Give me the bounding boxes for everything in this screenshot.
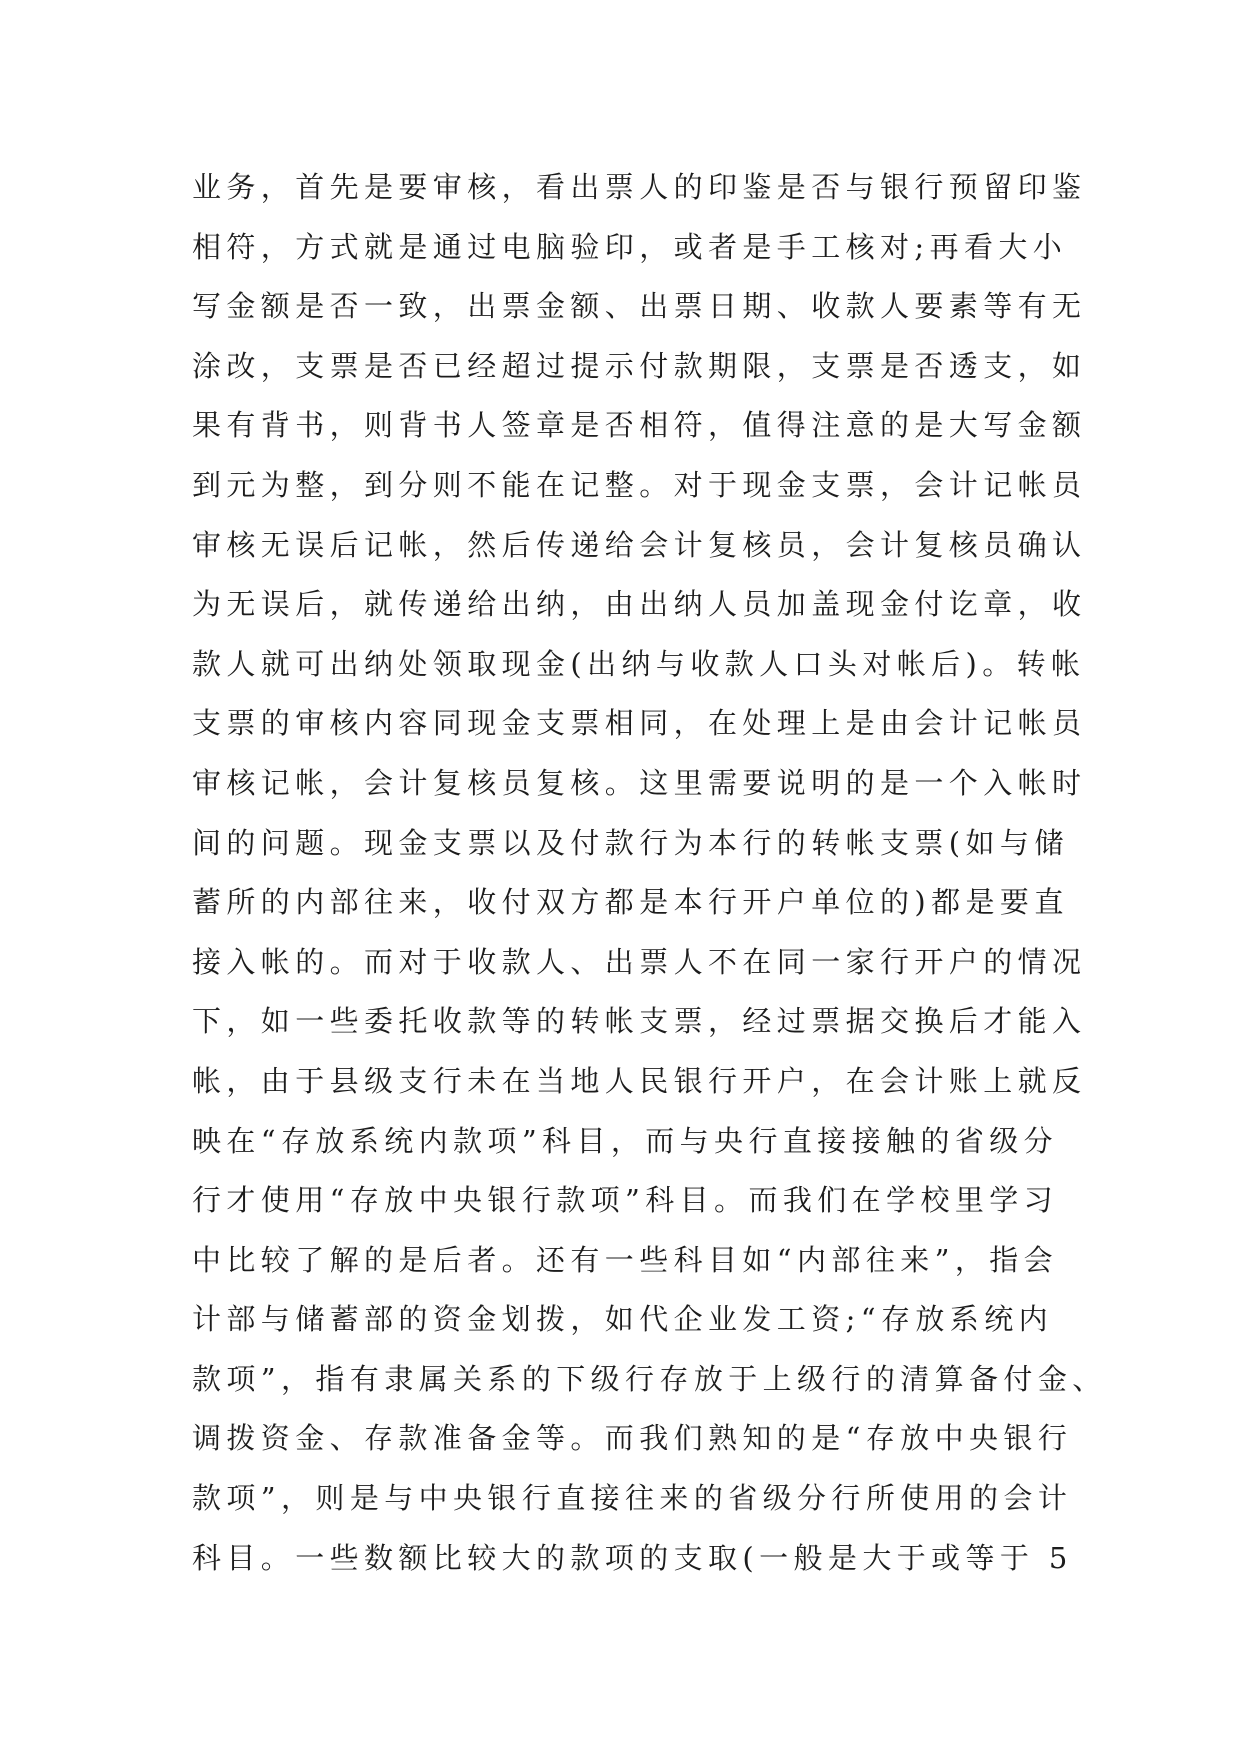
text-line: 到元为整，到分则不能在记整。对于现金支票，会计记帐员	[192, 467, 1087, 502]
text-line: 科目。一些数额比较大的款项的支取(一般是大于或等于 5	[192, 1540, 1073, 1575]
text-line: 蓄所的内部往来，收付双方都是本行开户单位的)都是要直	[192, 885, 1069, 920]
text-line: 款人就可出纳处领取现金(出纳与收款人口头对帐后)。转帐	[192, 646, 1086, 681]
text-line: 支票的审核内容同现金支票相同，在处理上是由会计记帐员	[192, 706, 1087, 741]
text-line: 为无误后，就传递给出纳，由出纳人员加盖现金付讫章，收	[192, 587, 1087, 622]
text-line: 下，如一些委托收款等的转帐支票，经过票据交换后才能入	[192, 1004, 1087, 1039]
text-line: 果有背书，则背书人签章是否相符，值得注意的是大写金额	[192, 408, 1087, 443]
text-line: 行才使用“存放中央银行款项”科目。而我们在学校里学习	[192, 1183, 1059, 1218]
text-line: 款项”，则是与中央银行直接往来的省级分行所使用的会计	[192, 1481, 1073, 1516]
text-line: 映在“存放系统内款项”科目，而与央行直接接触的省级分	[192, 1123, 1059, 1158]
text-line: 接入帐的。而对于收款人、出票人不在同一家行开户的情况	[192, 944, 1087, 979]
text-line: 审核无误后记帐，然后传递给会计复核员，会计复核员确认	[192, 527, 1087, 562]
body-text	[192, 158, 1107, 1588]
text-line: 审核记帐，会计复核员复核。这里需要说明的是一个入帐时	[192, 765, 1087, 800]
text-line: 计部与储蓄部的资金划拨，如代企业发工资;“存放系统内	[192, 1302, 1053, 1337]
text-line: 业务，首先是要审核，看出票人的印鉴是否与银行预留印鉴	[192, 170, 1087, 204]
text-line: 涂改，支票是否已经超过提示付款期限，支票是否透支，如	[192, 348, 1087, 383]
text-line: 写金额是否一致，出票金额、出票日期、收款人要素等有无	[192, 289, 1087, 324]
text-line: 间的问题。现金支票以及付款行为本行的转帐支票(如与储	[192, 825, 1069, 860]
text-line: 相符，方式就是通过电脑验印，或者是手工核对;再看大小	[192, 229, 1068, 264]
text-line: 调拨资金、存款准备金等。而我们熟知的是“存放中央银行	[192, 1421, 1073, 1456]
text-line: 帐，由于县级支行未在当地人民银行开户，在会计账上就反	[192, 1063, 1087, 1098]
text-line: 中比较了解的是后者。还有一些科目如“内部往来”，指会	[192, 1242, 1059, 1277]
text-line: 款项”，指有隶属关系的下级行存放于上级行的清算备付金、	[192, 1361, 1107, 1396]
